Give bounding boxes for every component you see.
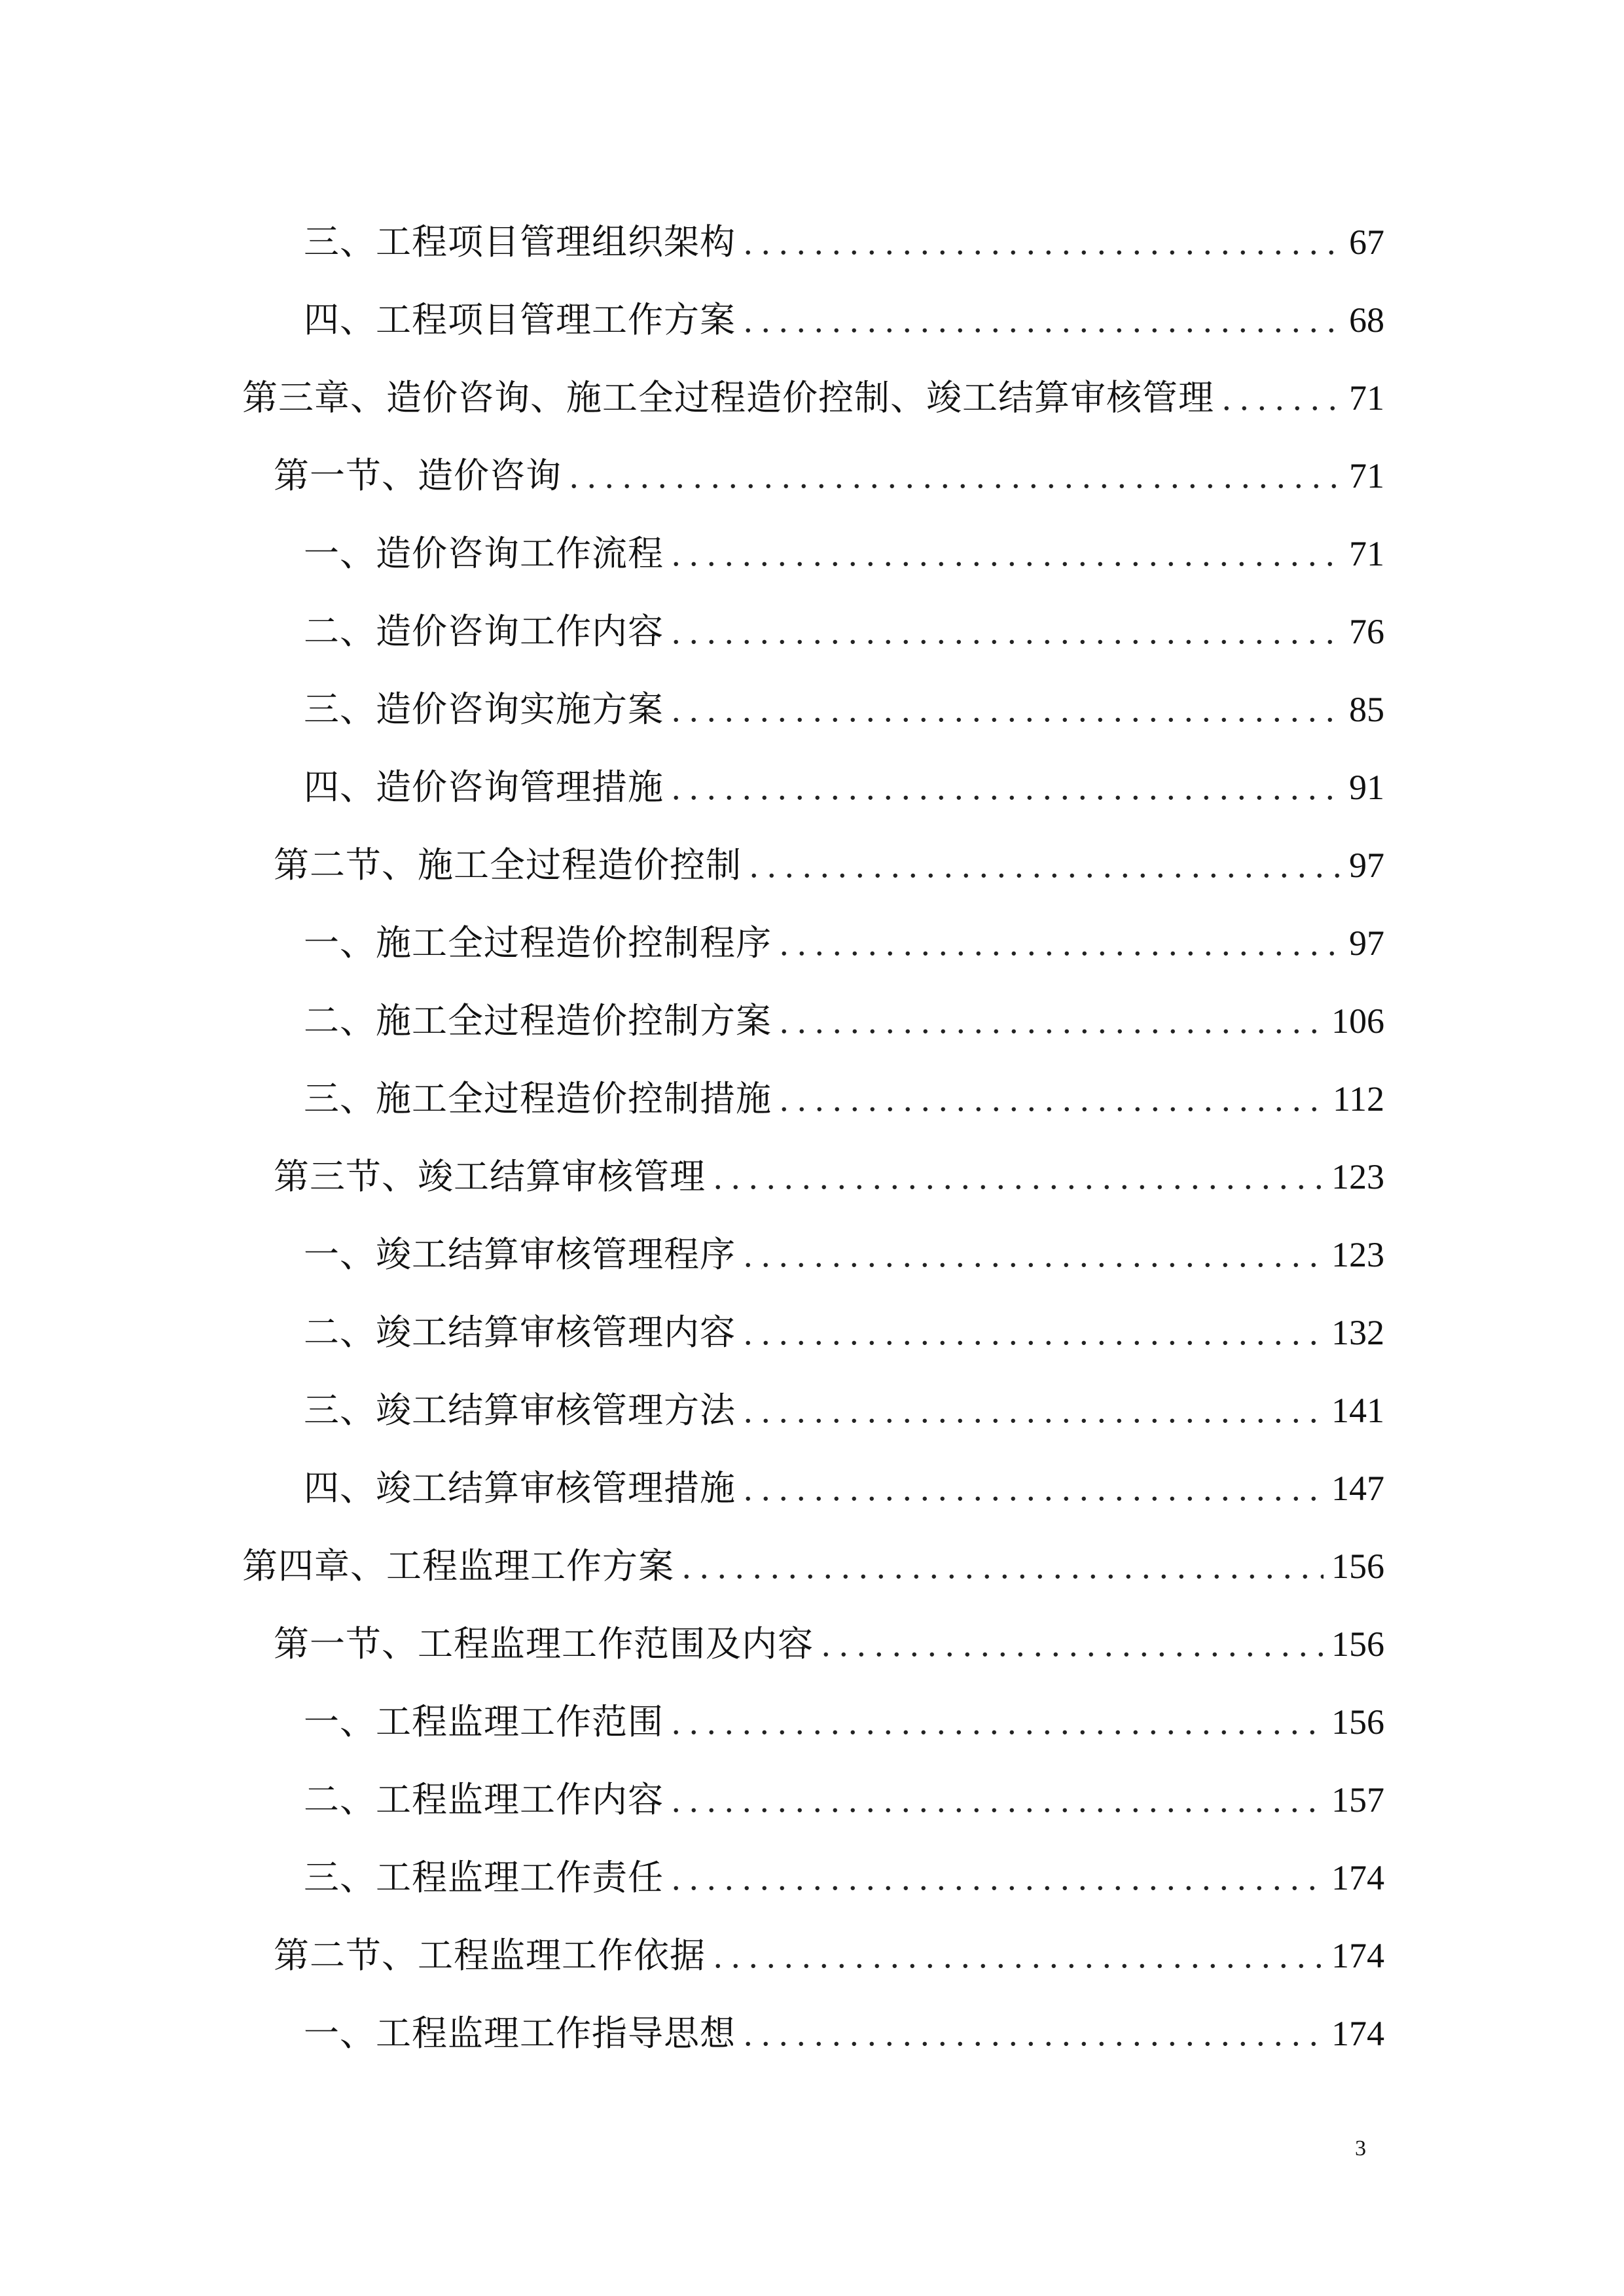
- toc-entry[interactable]: [242, 1683, 1384, 1761]
- toc-dot-leader: [569, 437, 1340, 515]
- toc-dot-leader: [672, 671, 1340, 749]
- toc-entry-title: 二、施工全过程造价控制方案: [304, 1000, 772, 1041]
- toc-entry-title: 一、造价咨询工作流程: [304, 533, 664, 574]
- toc-dot-leader: [780, 982, 1324, 1060]
- toc-entry-page-number: 132: [1331, 1313, 1384, 1352]
- toc-entry-page-number: 71: [1349, 534, 1384, 573]
- toc-dot-leader: [672, 515, 1340, 593]
- toc-entry[interactable]: [242, 281, 1384, 359]
- toc-entry-title: 第一节、造价咨询: [274, 455, 562, 496]
- toc-entry[interactable]: [242, 904, 1384, 982]
- toc-entry[interactable]: [242, 203, 1384, 281]
- toc-entry-title: 四、造价咨询管理措施: [304, 766, 664, 808]
- toc-dot-leader: [744, 1372, 1324, 1450]
- toc-dot-leader: [744, 204, 1340, 281]
- toc-entry-title: 四、竣工结算审核管理措施: [304, 1467, 736, 1509]
- toc-entry-title: 第一节、工程监理工作范围及内容: [274, 1623, 814, 1664]
- toc-entry-title: 一、工程监理工作指导思想: [304, 2013, 736, 2054]
- table-of-contents: [242, 203, 1384, 2072]
- toc-dot-leader: [744, 1995, 1324, 2073]
- toc-entry-page-number: 76: [1349, 612, 1384, 651]
- toc-entry-title: 二、造价咨询工作内容: [304, 611, 664, 652]
- toc-entry[interactable]: [242, 1605, 1384, 1683]
- toc-dot-leader: [713, 1138, 1324, 1216]
- toc-dot-leader: [682, 1528, 1324, 1605]
- toc-dot-leader: [780, 1060, 1325, 1138]
- toc-entry-page-number: 156: [1331, 1702, 1384, 1742]
- toc-entry[interactable]: [242, 359, 1384, 437]
- toc-entry[interactable]: [242, 1527, 1384, 1605]
- toc-entry-page-number: 156: [1331, 1624, 1384, 1664]
- toc-entry[interactable]: [242, 514, 1384, 592]
- toc-entry-page-number: 106: [1331, 1001, 1384, 1041]
- toc-entry[interactable]: [242, 1839, 1384, 1916]
- toc-entry-title: 一、竣工结算审核管理程序: [304, 1234, 736, 1275]
- toc-entry-page-number: 97: [1349, 846, 1384, 885]
- toc-entry-page-number: 156: [1331, 1547, 1384, 1586]
- toc-entry[interactable]: [242, 982, 1384, 1060]
- toc-entry[interactable]: [242, 1138, 1384, 1215]
- page-number: 3: [1355, 2136, 1366, 2161]
- toc-entry-page-number: 91: [1349, 768, 1384, 807]
- toc-entry[interactable]: [242, 1916, 1384, 1994]
- toc-dot-leader: [1222, 359, 1340, 437]
- toc-dot-leader: [780, 905, 1340, 982]
- toc-entry[interactable]: [242, 748, 1384, 826]
- toc-entry-page-number: 147: [1331, 1469, 1384, 1508]
- toc-entry-title: 二、工程监理工作内容: [304, 1779, 664, 1820]
- toc-entry-page-number: 174: [1331, 1936, 1384, 1975]
- toc-entry-title: 第二节、施工全过程造价控制: [274, 844, 742, 886]
- toc-dot-leader: [744, 1294, 1324, 1372]
- toc-entry-page-number: 174: [1331, 1858, 1384, 1897]
- toc-dot-leader: [672, 1683, 1324, 1761]
- toc-dot-leader: [744, 1216, 1324, 1294]
- toc-entry[interactable]: [242, 1060, 1384, 1138]
- toc-entry[interactable]: [242, 1761, 1384, 1839]
- toc-entry[interactable]: [242, 826, 1384, 904]
- toc-entry-page-number: 97: [1349, 924, 1384, 963]
- toc-dot-leader: [672, 593, 1340, 671]
- toc-entry-page-number: 71: [1349, 456, 1384, 495]
- toc-entry-title: 二、竣工结算审核管理内容: [304, 1312, 736, 1353]
- toc-dot-leader: [713, 1917, 1324, 1995]
- toc-entry[interactable]: [242, 1371, 1384, 1449]
- toc-entry-title: 三、施工全过程造价控制措施: [304, 1078, 772, 1119]
- toc-entry-title: 第二节、工程监理工作依据: [274, 1935, 706, 1976]
- toc-entry-title: 三、造价咨询实施方案: [304, 689, 664, 730]
- toc-dot-leader: [744, 1450, 1324, 1528]
- toc-entry-title: 三、竣工结算审核管理方法: [304, 1390, 736, 1431]
- toc-entry[interactable]: [242, 437, 1384, 514]
- toc-entry-title: 三、工程项目管理组织架构: [304, 221, 736, 262]
- toc-entry[interactable]: [242, 1215, 1384, 1293]
- toc-entry[interactable]: [242, 1293, 1384, 1371]
- toc-entry-page-number: 123: [1331, 1157, 1384, 1196]
- toc-entry-page-number: 68: [1349, 300, 1384, 340]
- toc-entry-title: 第三节、竣工结算审核管理: [274, 1156, 706, 1197]
- toc-entry-title: 一、施工全过程造价控制程序: [304, 922, 772, 963]
- toc-entry-title: 第四章、工程监理工作方案: [242, 1545, 674, 1587]
- toc-entry-title: 三、工程监理工作责任: [304, 1857, 664, 1898]
- toc-entry-page-number: 71: [1349, 378, 1384, 418]
- toc-dot-leader: [821, 1605, 1324, 1683]
- toc-entry-page-number: 85: [1349, 690, 1384, 729]
- toc-entry-page-number: 174: [1331, 2014, 1384, 2053]
- toc-entry-page-number: 157: [1331, 1780, 1384, 1820]
- toc-dot-leader: [744, 281, 1340, 359]
- toc-entry-page-number: 112: [1333, 1079, 1384, 1119]
- toc-dot-leader: [672, 1839, 1324, 1917]
- toc-entry[interactable]: [242, 1449, 1384, 1527]
- toc-entry[interactable]: [242, 1994, 1384, 2072]
- toc-dot-leader: [749, 827, 1340, 905]
- toc-dot-leader: [672, 1761, 1324, 1839]
- toc-entry[interactable]: [242, 592, 1384, 670]
- toc-dot-leader: [672, 749, 1340, 827]
- toc-entry-page-number: 67: [1349, 223, 1384, 262]
- toc-entry-page-number: 141: [1331, 1391, 1384, 1430]
- toc-entry[interactable]: [242, 670, 1384, 748]
- toc-entry-page-number: 123: [1331, 1235, 1384, 1274]
- toc-entry-title: 四、工程项目管理工作方案: [304, 299, 736, 340]
- toc-entry-title: 第三章、造价咨询、施工全过程造价控制、竣工结算审核管理: [242, 377, 1214, 418]
- toc-entry-title: 一、工程监理工作范围: [304, 1701, 664, 1742]
